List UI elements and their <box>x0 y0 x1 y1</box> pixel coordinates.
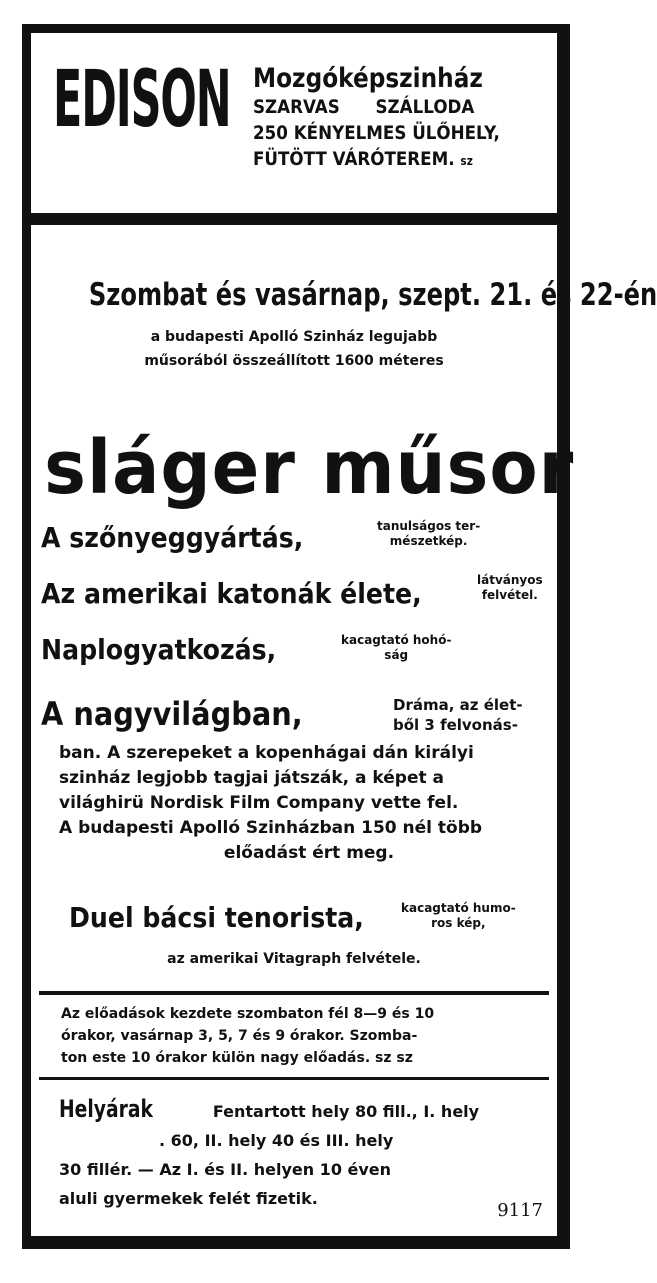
intro-line-1: a budapesti Apolló Szinház legujabb <box>150 329 438 345</box>
note-line: kacagtató humo- <box>401 901 516 915</box>
ad-code: 9117 <box>497 1200 543 1221</box>
header-divider <box>31 213 557 225</box>
waiting-room-text: FÜTÖTT VÁRÓTEREM. <box>253 148 455 170</box>
program-item-title: Naplogyatkozás, <box>41 633 277 666</box>
schedule-line: Az előadások kezdete szombaton fél 8—9 és 10 <box>61 1006 435 1022</box>
program-item-note <box>341 633 451 663</box>
description-line: előadást ért meg. <box>223 843 395 863</box>
description-line: A budapesti Apolló Szinházban 150 nél több <box>59 818 483 838</box>
program-item-title: Az amerikai katonák élete, <box>41 577 422 610</box>
waiting-room <box>253 146 517 174</box>
note-line: felvétel. <box>481 588 538 602</box>
price-text: Fentartott hely 80 fill., I. hely <box>212 1102 480 1121</box>
venue-title: Mozgóképszinház <box>253 63 483 94</box>
header-mark: sz <box>460 154 473 168</box>
intro-line-2: műsorából összeállított 1600 méteres <box>144 353 444 369</box>
program-item <box>41 521 332 554</box>
note-line: tanulságos ter- <box>377 519 481 533</box>
drama-note <box>393 695 523 735</box>
note-line: ből 3 felvonás- <box>393 716 518 734</box>
drama-title <box>41 695 332 733</box>
prices-label: Helyárak <box>59 1095 153 1123</box>
note-line: ság <box>384 648 409 662</box>
dateline: Szombat és vasárnap, szept. 21. és 22-én <box>88 277 657 313</box>
note-line: ros kép, <box>431 916 486 930</box>
description-line: világhirü Nordisk Film Company vette fel. <box>59 793 459 813</box>
schedule-line: ton este 10 órakor külön nagy előadás. sz sz <box>61 1050 413 1066</box>
price-line <box>59 1095 559 1126</box>
description-line: szinház legjobb tagjai játszák, a képet a <box>59 768 445 788</box>
header-details <box>253 63 553 174</box>
headline: sláger műsor <box>44 425 575 511</box>
program-item <box>41 577 464 610</box>
program-item <box>41 633 302 666</box>
drama-description <box>59 741 559 866</box>
seat-count: 250 KÉNYELMES ÜLŐHELY, <box>253 122 500 144</box>
note-line: látványos <box>477 573 543 587</box>
price-line: 30 fillér. — Az I. és II. helyen 10 éven <box>59 1160 392 1179</box>
note-line: Dráma, az élet- <box>393 696 523 714</box>
schedule <box>61 1003 551 1069</box>
brand-logo: EDISON <box>53 55 231 145</box>
note-line: kacagtató hohó- <box>341 633 452 647</box>
section-divider <box>39 1077 549 1080</box>
description-line: ban. A szerepeket a kopenhágai dán királyi <box>59 743 474 763</box>
duel-title <box>69 901 397 934</box>
header <box>31 33 557 215</box>
price-line: . 60, II. hely 40 és III. hely <box>159 1131 394 1150</box>
duel-note <box>401 901 516 931</box>
hotel-name: SZARVAS SZÁLLODA <box>253 96 475 118</box>
price-line: aluli gyermekek felét fizetik. <box>59 1189 318 1208</box>
program-item-title: A szőnyeggyártás, <box>41 521 304 554</box>
duel-credit: az amerikai Vitagraph felvétele. <box>167 951 421 967</box>
section-divider <box>39 991 549 995</box>
duel-title-text: Duel bácsi tenorista, <box>69 901 364 934</box>
advertisement-frame <box>22 24 657 1249</box>
program-item-note <box>477 573 543 603</box>
prices <box>59 1095 559 1213</box>
schedule-line: órakor, vasárnap 3, 5, 7 és 9 órakor. Szomba- <box>61 1028 418 1044</box>
note-line: mészetkép. <box>389 534 468 548</box>
drama-title-text: A nagyvilágban, <box>41 695 303 733</box>
program-item-note <box>377 519 480 549</box>
